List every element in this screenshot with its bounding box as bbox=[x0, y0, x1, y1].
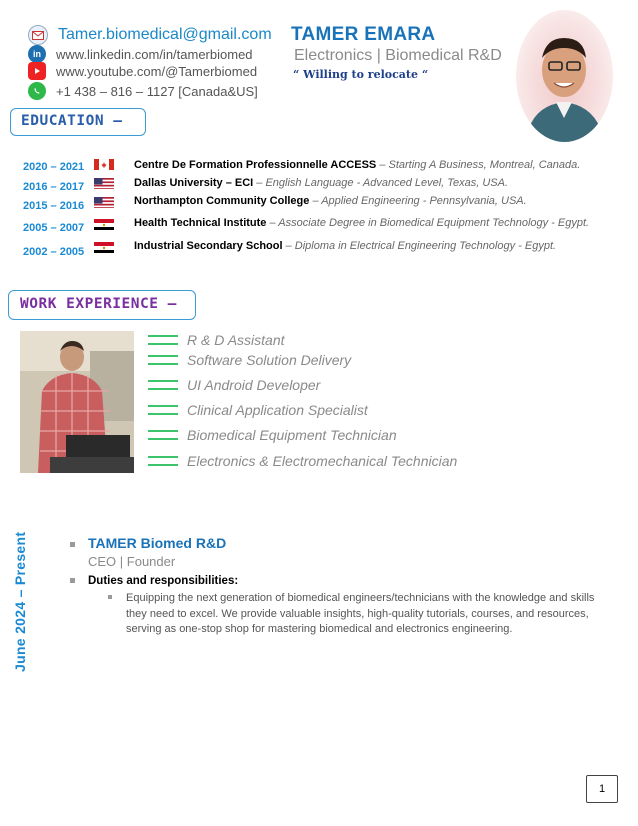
email-link[interactable]: Tamer.biomedical@gmail.com bbox=[58, 26, 272, 43]
email-row[interactable] bbox=[28, 25, 272, 45]
education-title: EDUCATION – bbox=[21, 113, 123, 129]
school-name: Centre De Formation Professionnelle ACCESS bbox=[134, 159, 377, 171]
role-label: Electronics & Electromechanical Technician bbox=[187, 453, 458, 469]
email-icon bbox=[28, 25, 48, 45]
dash-icon bbox=[148, 380, 178, 390]
education-detail: – Diploma in Electrical Engineering Technology - Egypt. bbox=[282, 240, 557, 252]
dash-icon bbox=[148, 405, 178, 415]
role-label: R & D Assistant bbox=[187, 332, 285, 348]
duties-label: Duties and responsibilities: bbox=[88, 575, 239, 587]
role-item bbox=[148, 427, 397, 443]
education-entry bbox=[134, 217, 589, 229]
linkedin-icon: in bbox=[28, 45, 46, 63]
education-years: 2002 – 2005 bbox=[23, 246, 85, 258]
duty-description: Equipping the next generation of biomedical engineers/technicians with the knowledge and skills they need to excel. We provide valuable insights, high-quality tutorials, courses, and resources, serving as one-stop shop for mastering biomedical and electronics engineering. bbox=[126, 592, 595, 635]
job-date-range: June 2024 – Present bbox=[12, 531, 28, 672]
work-section-header bbox=[8, 290, 196, 320]
education-entry bbox=[134, 159, 580, 171]
education-detail: – Starting A Business, Montreal, Canada. bbox=[376, 159, 581, 171]
role-label: Biomedical Equipment Technician bbox=[187, 427, 397, 443]
work-photo bbox=[20, 331, 134, 473]
usa-flag-icon bbox=[94, 196, 114, 208]
education-years: 2015 – 2016 bbox=[23, 200, 85, 212]
whatsapp-icon bbox=[28, 82, 46, 100]
school-name: Health Technical Institute bbox=[134, 217, 267, 229]
page-number: 1 bbox=[586, 775, 618, 803]
education-detail: – English Language - Advanced Level, Texas, USA. bbox=[253, 177, 509, 189]
dash-icon bbox=[148, 430, 178, 440]
role-item bbox=[148, 402, 368, 418]
egypt-flag-icon bbox=[94, 218, 114, 230]
education-years: 2016 – 2017 bbox=[23, 181, 85, 193]
phone-row bbox=[28, 82, 258, 100]
education-detail: – Applied Engineering - Pennsylvania, USA. bbox=[309, 195, 527, 207]
person-name: TAMER EMARA bbox=[291, 24, 436, 45]
role-item bbox=[148, 352, 351, 368]
dash-icon bbox=[148, 456, 178, 466]
linkedin-row[interactable] bbox=[28, 45, 253, 63]
sub-bullet-icon bbox=[108, 595, 112, 599]
role-label: Software Solution Delivery bbox=[187, 352, 352, 368]
education-entry bbox=[134, 240, 556, 252]
role-item bbox=[148, 453, 457, 469]
work-title: WORK EXPERIENCE – bbox=[20, 296, 177, 312]
job-position: CEO | Founder bbox=[88, 554, 176, 569]
school-name: Northampton Community College bbox=[134, 195, 310, 207]
bullet-icon bbox=[70, 542, 75, 547]
role-item bbox=[148, 377, 320, 393]
education-years: 2020 – 2021 bbox=[23, 161, 85, 173]
role-item bbox=[148, 332, 285, 348]
role-label: UI Android Developer bbox=[187, 377, 321, 393]
education-section-header bbox=[10, 108, 146, 136]
bullet-icon bbox=[70, 578, 75, 583]
relocate-note: “ Willing to relocate “ bbox=[293, 68, 429, 81]
dash-icon bbox=[148, 355, 178, 365]
school-name: Industrial Secondary School bbox=[134, 240, 283, 252]
youtube-link[interactable]: www.youtube.com/@Tamerbiomed bbox=[56, 63, 258, 79]
education-detail: – Associate Degree in Biomedical Equipment Technology - Egypt. bbox=[266, 217, 590, 229]
youtube-row[interactable] bbox=[28, 62, 257, 80]
person-subtitle: Electronics | Biomedical R&D bbox=[294, 47, 502, 64]
education-entry bbox=[134, 195, 527, 207]
usa-flag-icon bbox=[94, 177, 114, 189]
school-name: Dallas University – ECI bbox=[134, 177, 254, 189]
role-label: Clinical Application Specialist bbox=[187, 402, 368, 418]
phone-number: +1 438 – 816 – 1127 [Canada&US] bbox=[56, 83, 258, 99]
profile-photo bbox=[516, 10, 613, 142]
dash-icon bbox=[148, 335, 178, 345]
egypt-flag-icon bbox=[94, 241, 114, 253]
linkedin-link[interactable]: www.linkedin.com/in/tamerbiomed bbox=[56, 46, 253, 62]
education-years: 2005 – 2007 bbox=[23, 222, 85, 234]
youtube-icon bbox=[28, 62, 46, 80]
company-name: TAMER Biomed R&D bbox=[88, 535, 227, 551]
canada-flag-icon bbox=[94, 158, 114, 170]
education-entry bbox=[134, 177, 508, 189]
